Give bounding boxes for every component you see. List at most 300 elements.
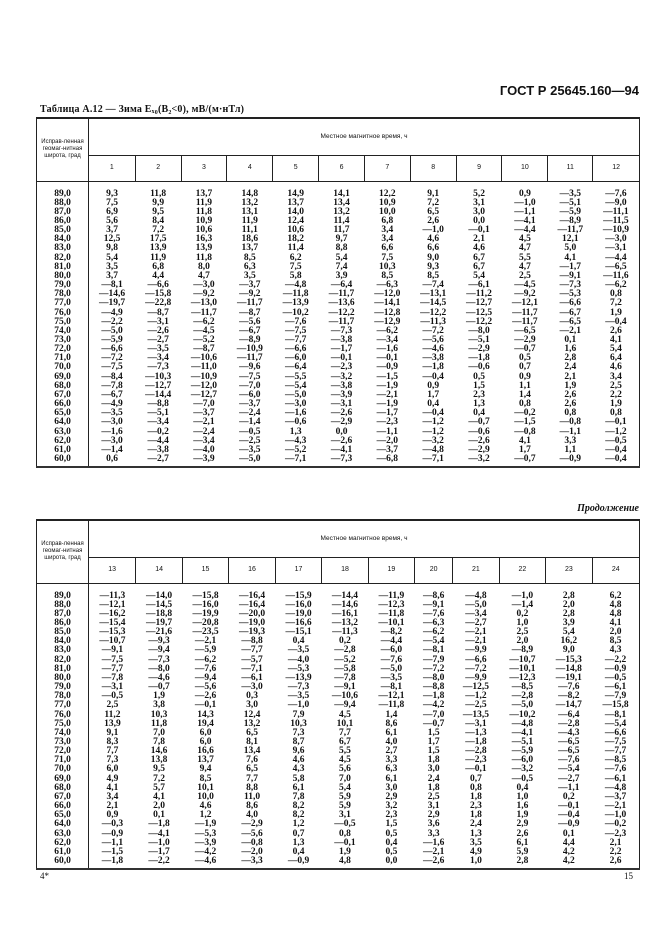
value-cell: —11,5 [593,217,640,226]
value-cell: 2,2 [593,391,640,400]
value-cell: 0,2 [339,636,351,647]
value-cell: —21,6 [146,627,173,638]
hour-header: 12 [593,155,640,181]
value-cell: 1,7 [518,444,531,455]
value-cell: 5,9 [516,846,529,857]
value-cell: 0,4 [385,837,398,848]
value-cell: 2,0 [592,628,639,637]
value-cell: —6,2 [193,316,215,327]
value-cell: 4,2 [562,846,575,857]
value-cell: —1,0 [514,197,536,208]
value-cell: —14,1 [374,298,401,309]
value-cell: 13,2 [333,206,350,217]
value-cell: 13,9 [195,243,213,254]
value-cell: 2,1 [592,839,639,848]
value-cell: —0,5 [101,691,124,702]
hour-header: 7 [364,155,410,181]
value-cell: 1,9 [339,846,351,857]
value-cell: 13,7 [195,188,213,199]
latitude-cell: 78,0 [37,692,89,701]
value-cell: —1,2 [593,428,640,437]
value-cell: —5,7 [241,654,263,665]
value-cell: —13,9 [285,672,312,683]
latitude-cell: 87,0 [37,610,89,619]
value-cell: —3,7 [239,280,261,291]
latitude-cell: 63,0 [37,830,89,839]
value-cell: —3,4 [147,417,169,428]
value-cell: —15,4 [99,617,126,628]
value-cell: —7,7 [592,747,639,756]
value-cell: —4,0 [193,444,215,455]
value-cell: —14,4 [331,590,359,601]
value-cell: 1,9 [153,691,166,702]
value-cell: 2,0 [562,599,575,610]
value-cell: 3,1 [339,810,351,821]
value-cell: —12,1 [511,298,538,309]
value-cell: 19,4 [197,718,214,729]
hour-header: 13 [89,557,136,583]
value-cell: —5,6 [194,682,217,693]
value-cell: 3,9 [335,270,348,281]
value-cell: 0,1 [562,828,575,839]
value-cell: —1,2 [422,417,444,428]
value-cell: —0,8 [514,426,536,437]
value-cell: 1,2 [292,819,305,830]
latitude-cell: 80,0 [37,674,89,683]
value-cell: 1,1 [518,380,531,391]
value-cell: —7,7 [101,663,124,674]
time-header: Местное магнитное время, ч [89,520,640,557]
value-cell: 2,6 [593,327,640,336]
value-cell: 0,8 [593,290,640,299]
value-cell: —0,1 [334,837,356,848]
value-cell: 0,8 [518,399,531,410]
value-cell: 4,7 [518,243,531,254]
value-cell: —7,5 [101,362,123,373]
value-cell: 1,1 [564,444,577,455]
table-row [37,583,640,601]
value-cell: —10,2 [509,709,536,720]
value-cell: —2,7 [558,773,580,784]
value-cell: —13,1 [420,289,447,300]
value-cell: —2,6 [147,325,169,336]
value-cell: —7,5 [239,371,261,382]
value-cell: 1,9 [593,400,640,409]
value-cell: —16,4 [238,599,266,610]
value-cell: 2,6 [564,399,577,410]
value-cell: 1,0 [516,791,529,802]
table-row [37,793,640,802]
value-cell: —8,8 [241,636,263,647]
hour-header: 17 [275,557,321,583]
value-cell: —8,9 [559,215,581,226]
value-cell: 1,8 [469,791,482,802]
value-cell: 4,6 [199,801,212,812]
value-cell: —11,0 [191,362,217,373]
value-cell: —3,8 [422,353,444,364]
value-cell: —3,5 [380,672,403,683]
value-cell: —1,0 [148,837,170,848]
value-cell: —8,5 [511,682,534,693]
table-row [37,747,640,756]
value-cell: —1,2 [465,691,487,702]
value-cell: —6,1 [241,672,263,683]
hour-header: 14 [136,557,182,583]
value-cell: 11,9 [150,252,167,263]
value-cell: —5,6 [422,335,444,345]
value-cell: —3,4 [465,608,487,619]
value-cell: —4,0 [287,654,310,665]
value-cell: —15,8 [145,289,172,300]
value-cell: —3,4 [376,335,399,345]
latitude-cell: 69,0 [37,373,89,382]
value-cell: —15,1 [285,627,312,638]
value-cell: 0,7 [292,828,305,839]
value-cell: 2,9 [516,819,529,830]
value-cell: —7,8 [101,672,124,683]
value-cell: —1,1 [559,426,581,437]
latitude-cell: 72,0 [37,345,89,354]
value-cell: —5,1 [468,335,490,345]
value-cell: 11,8 [151,718,168,729]
value-cell: —7,3 [287,682,310,693]
value-cell: —2,3 [592,830,639,839]
value-cell: 0,3 [246,691,258,702]
value-cell: —4,2 [422,700,445,711]
value-cell: 7,2 [152,225,165,236]
value-cell: 2,7 [385,746,398,757]
value-cell: —3,5 [101,408,123,419]
value-cell: 14,8 [241,188,259,199]
value-cell: 3,3 [427,828,440,839]
value-cell: —0,4 [593,455,640,467]
value-cell: 6,2 [592,583,639,601]
value-cell: —7,5 [592,738,639,747]
latitude-cell: 86,0 [37,619,89,628]
value-cell: —3,7 [239,399,261,410]
value-cell: —9,0 [593,199,640,208]
value-cell: —0,4 [593,318,640,327]
value-cell: —0,7 [422,718,445,729]
value-cell: —9,4 [194,672,217,683]
latitude-cell: 67,0 [37,391,89,400]
value-cell: —3,5 [287,691,310,702]
value-cell: —6,7 [101,389,123,400]
value-cell: 2,5 [593,382,640,391]
value-cell: 1,4 [385,709,398,720]
latitude-cell: 69,0 [37,775,89,784]
value-cell: 3,4 [106,791,119,802]
value-cell: 17,5 [149,234,167,245]
value-cell: —2,1 [422,846,445,857]
value-cell: —10,9 [190,371,218,382]
value-cell: —8,0 [148,663,170,674]
value-cell: 10,6 [287,225,304,236]
table-row [37,720,640,729]
value-cell: —0,4 [558,810,580,821]
value-cell: 0,0 [385,856,398,867]
value-cell: —5,2 [284,444,307,455]
value-cell: —5,1 [147,408,169,419]
table-row [37,701,640,710]
value-cell: —22,8 [145,298,172,309]
value-cell: 1,6 [564,344,577,355]
value-cell: 5,6 [339,764,351,775]
value-cell: —2,1 [193,417,215,428]
value-cell: —12,7 [145,380,172,391]
value-cell: —11,3 [420,316,446,327]
value-cell: —4,6 [148,672,170,683]
value-cell: 10,3 [150,709,168,720]
table-row [37,857,640,869]
value-cell: 6,0 [199,737,212,747]
value-cell: —2,2 [148,856,170,867]
value-cell: 10,0 [197,791,214,802]
value-cell: 0,8 [339,828,351,839]
value-cell: —9,2 [193,289,215,300]
value-cell: —9,1 [422,599,445,610]
value-cell: 3,1 [427,801,440,812]
value-cell: —13,6 [328,298,355,309]
value-cell: 0,8 [469,782,482,793]
value-cell: —5,4 [558,764,580,775]
value-cell: —3,2 [330,371,353,382]
value-cell: —11,8 [282,289,309,300]
value-cell: 2,5 [516,627,529,638]
table-row [37,820,640,829]
value-cell: —2,9 [468,344,490,355]
page-number: 15 [624,871,633,881]
value-cell: —6,5 [558,746,580,757]
value-cell: 1,3 [473,399,485,410]
value-cell: —10,1 [378,617,405,628]
value-cell: —1,6 [376,344,399,355]
value-cell: —12,1 [378,691,405,702]
value-cell: 10,3 [290,718,307,729]
value-cell: 11,2 [104,709,121,720]
value-cell: 0,1 [153,810,166,821]
value-cell: 6,2 [289,252,302,263]
value-cell: 3,3 [385,755,398,766]
value-cell: —4,9 [101,399,123,410]
latitude-cell: 79,0 [37,683,89,692]
hour-header: 10 [502,155,548,181]
value-cell: —0,9 [558,819,580,830]
value-cell: —1,5 [376,371,399,382]
time-header: Местное магнитное время, ч [89,118,640,155]
value-cell: —9,9 [465,672,487,683]
value-cell: —2,8 [511,691,534,702]
value-cell: 6,5 [246,727,258,738]
value-cell: —4,5 [514,280,536,291]
value-cell: 5,0 [564,243,577,254]
latitude-cell: 76,0 [37,711,89,720]
value-cell: —10,3 [145,371,172,382]
value-cell: —7,4 [422,280,444,291]
value-cell: 2,4 [427,773,440,784]
hour-header: 5 [273,155,319,181]
value-cell: 0,5 [385,846,398,857]
value-cell: 4,6 [427,234,440,245]
value-cell: 0,5 [385,828,398,839]
value-cell: 0,0 [473,215,485,226]
value-cell: 2,0 [516,636,529,647]
value-cell: 3,0 [385,782,398,793]
latitude-cell: 65,0 [37,811,89,820]
value-cell: —0,1 [558,801,580,812]
value-cell: —4,4 [380,636,403,647]
value-cell: —6,7 [239,325,261,336]
value-cell: —7,6 [558,682,580,693]
page-mark-left: 4* [40,871,49,881]
value-cell: 1,7 [427,389,440,400]
value-cell: 1,3 [469,828,482,839]
value-cell: —6,2 [593,281,640,290]
lat-header: Исправ-ленная геомаг-нитная широта, град [37,520,89,583]
value-cell: 6,3 [385,764,398,775]
value-cell: —15,3 [99,627,126,638]
hour-header: 23 [546,557,592,583]
value-cell: 8,3 [106,737,119,747]
value-cell: 4,3 [592,646,639,655]
value-cell: —1,0 [592,811,639,820]
value-cell: 2,8 [564,353,577,364]
value-cell: —12,0 [190,380,218,391]
value-cell: —0,8 [559,417,581,428]
value-cell: —13,9 [282,298,309,309]
latitude-cell: 73,0 [37,336,89,345]
value-cell: 6,1 [516,837,529,848]
value-cell: —7,5 [101,654,124,665]
value-cell: 6,8 [152,261,165,272]
value-cell: 4,4 [152,270,165,281]
value-cell: —5,9 [101,335,123,345]
value-cell: —1,1 [101,837,124,848]
latitude-cell: 83,0 [37,244,89,253]
latitude-cell: 75,0 [37,720,89,729]
value-cell: —4,5 [193,325,215,336]
value-cell: —7,2 [422,325,444,336]
value-cell: 6,7 [473,252,485,263]
value-cell: 10,9 [195,215,213,226]
value-cell: —5,0 [101,325,123,336]
value-cell: —1,7 [559,261,581,272]
value-cell: —14,7 [555,700,582,711]
value-cell: 4,5 [339,755,351,766]
value-cell: 4,8 [592,601,639,610]
table-row [37,181,640,199]
value-cell: —0,6 [468,426,490,437]
value-cell: —15,8 [592,701,639,710]
value-cell: —3,5 [147,344,169,355]
value-cell: —1,7 [376,408,399,419]
value-cell: 13,1 [241,206,259,217]
value-cell: —14,5 [146,599,173,610]
value-cell: —3,5 [239,444,261,455]
value-cell: —14,0 [146,590,173,601]
value-cell: —1,0 [287,700,310,711]
value-cell: —5,9 [194,645,217,656]
value-cell: —3,1 [147,316,169,327]
value-cell: 6,8 [381,215,394,226]
value-cell: —4,8 [465,590,487,601]
value-cell: —12,2 [328,307,355,318]
value-cell: —9,2 [514,289,536,300]
latitude-cell: 88,0 [37,601,89,610]
value-cell: —12,3 [378,599,405,610]
value-cell: —7,6 [593,181,640,199]
value-cell: —0,5 [239,426,261,437]
value-cell: 10,9 [379,197,396,208]
value-cell: —7,6 [592,765,639,774]
value-cell: —3,9 [194,837,217,848]
value-cell: —0,7 [514,344,536,355]
value-cell: —10,7 [509,654,536,665]
value-cell: —6,1 [592,683,639,692]
value-cell: 0,4 [473,408,485,419]
value-cell: —3,5 [559,188,581,199]
value-cell: 14,3 [197,709,214,720]
value-cell: 1,9 [564,380,577,391]
value-cell: —0,1 [330,353,353,364]
lat-header: Исправ-ленная геомаг-нитная широта, град [37,118,89,181]
value-cell: —5,4 [284,380,307,391]
value-cell: 16,3 [195,234,213,245]
value-cell: 14,9 [287,188,304,199]
value-cell: 4,7 [198,270,210,281]
value-cell: 8,6 [385,718,398,729]
latitude-cell: 87,0 [37,208,89,217]
latitude-cell: 89,0 [37,181,89,199]
value-cell: 2,5 [427,791,440,802]
value-cell: —3,4 [193,435,215,446]
value-cell: —6,4 [558,709,580,720]
value-cell: 0,7 [469,773,482,784]
value-cell: —14,8 [555,663,582,674]
value-cell: —3,0 [593,235,640,244]
value-cell: —0,3 [101,819,124,830]
value-cell: —2,1 [592,802,639,811]
value-cell: 18,6 [241,234,259,245]
value-cell: 3,2 [385,801,398,812]
value-cell: —6,7 [559,307,581,318]
value-cell: 14,6 [150,746,168,757]
latitude-cell: 77,0 [37,701,89,710]
value-cell: —3,0 [101,417,123,428]
value-cell: —4,4 [593,254,640,263]
value-cell: —0,8 [241,837,263,848]
value-cell: 6,7 [473,261,485,272]
value-cell: 7,7 [246,773,258,784]
value-cell: —8,8 [422,682,445,693]
value-cell: 11,1 [241,225,258,236]
latitude-cell: 71,0 [37,354,89,363]
value-cell: 1,5 [427,727,440,738]
value-cell: —7,9 [592,692,639,701]
value-cell: —2,4 [239,408,261,419]
value-cell: 8,5 [592,637,639,646]
value-cell: —5,9 [559,206,581,217]
value-cell: —7,7 [241,645,263,656]
value-cell: 3,5 [469,837,482,848]
value-cell: —2,0 [241,846,263,857]
latitude-cell: 68,0 [37,382,89,391]
value-cell: —2,6 [194,691,217,702]
latitude-cell: 82,0 [37,254,89,263]
value-cell: 4,6 [473,243,485,254]
latitude-cell: 75,0 [37,318,89,327]
value-cell: —5,3 [287,663,310,674]
